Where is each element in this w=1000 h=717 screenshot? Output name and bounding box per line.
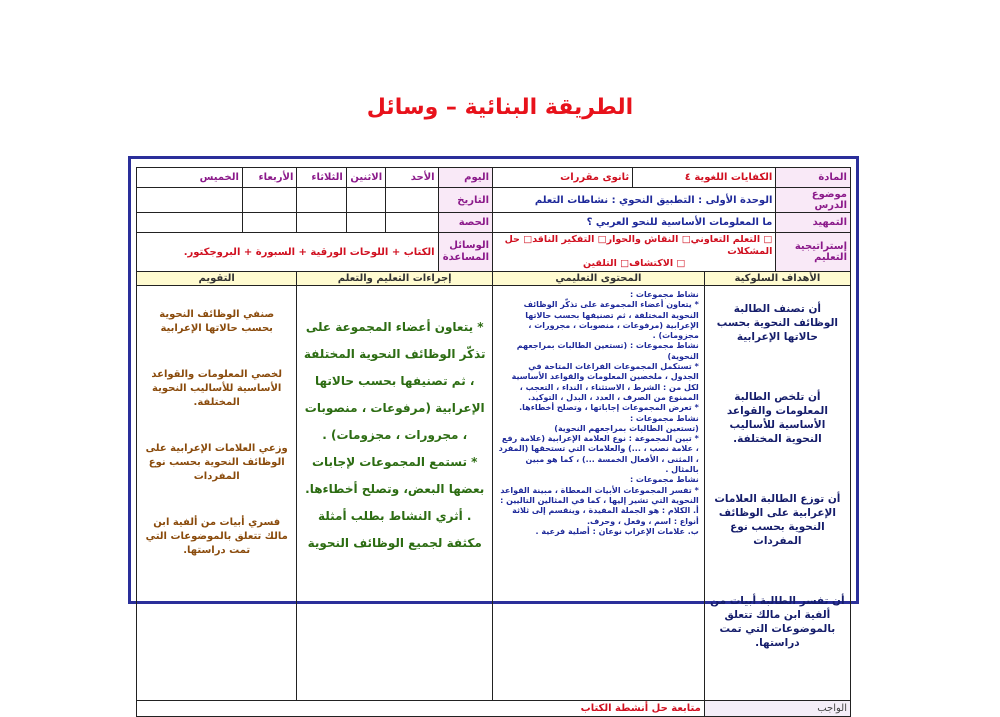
evaluation-item: لخصي المعلومات والقواعد الأساسية للأساليب النحوية المختلفة. [151,369,283,408]
content-line: ب. علامات الإعراب نوعان : أصلية فرعية . [535,526,699,536]
evaluation-cell [137,286,297,701]
intro-value: ما المعلومات الأساسية للنحو العربي ؟ [493,213,776,233]
content-line: * تبين المجموعة : نوع العلامة الإعرابية (علامة رفع ، علامة نصب ، ...) والعلامات التي تستحقها (المفرد ، المثنى ، الأفعال الخمسة ...) ، كما هو مبين بالمثال . [498,434,699,475]
grade-value: ثانوى مقررات [493,168,633,188]
content-line: * يتعاون أعضاء المجموعة على تذكّر الوظائف النحوية المختلفة ، ثم تصنيفها بحسب حالاتها الإعرابية (مرفوعات ، منصوبات ، مجرورات ، مجزومات) . [523,300,699,341]
aids-value: الكتاب + اللوحات الورقية + السبورة + البروجكتور. [137,233,439,272]
strategy-value [493,233,776,272]
date-cell-2 [346,188,385,213]
goal-item: أن تصنف الطالبة الوظائف النحوية بحسب حالاتها الإعرابية [716,303,839,343]
topic-value: الوحدة الأولى : التطبيق النحوي : نشاطات التعلم [493,188,776,213]
goal-item: أن توزع الطالبة العلامات الإعرابية على الوظائف النحوية بحسب نوع المفردات [714,493,841,547]
goals-cell [704,286,850,701]
period-cell-4 [242,213,296,233]
goal-item: أن تلخص الطالبة المعلومات والقواعد الأساسية للأساليب النحوية المختلفة. [726,391,828,445]
content-line: (تستعين الطالبات بمراجعهم النحوية) [554,423,699,433]
date-label: التاريخ [438,188,492,213]
homework-value: متابعة حل أنشطة الكتاب [137,701,705,717]
col-header-evaluation: التقويم [137,272,297,286]
day-wednesday: الأربعاء [242,168,296,188]
topic-label: موضوع الدرس [776,188,851,213]
period-cell-3 [297,213,346,233]
date-cell-3 [297,188,346,213]
strategy-label: إستراتيجية التعليم [776,233,851,272]
procedure-item: * يتعاون أعضاء المجموعة على تذكّر الوظائف النحوية المختلفة ، ثم تصنيفها بحسب حالاتها الإعرابية (مرفوعات ، منصوبات ، مجرورات ، مجزومات) . [303,320,486,442]
subject-value: الكفايات اللغوية ٤ [633,168,776,188]
intro-label: التمهيد [776,213,851,233]
content-line: أ. الكلام : هو الجملة المفيدة ، وينقسم إلى ثلاثة أنواع : اسم ، وفعل ، وحرف. [512,506,699,526]
aids-label: الوسائل المساعدة [438,233,492,272]
col-header-goals: الأهداف السلوكية [704,272,850,286]
date-cell-1 [386,188,438,213]
page-title: الطريقة البنائية – وسائل [366,95,634,120]
homework-label: الواجب [704,701,850,717]
period-cell-1 [386,213,438,233]
subject-label: المادة [776,168,851,188]
goal-item: أن تفسر الطالبة أبيات من ألفية ابن مالك تتعلق بالموضوعات التي تمت دراستها. [710,595,845,649]
content-line: نشاط مجموعات : [629,290,699,299]
content-cell [493,286,705,701]
content-line: نشاط مجموعات : [629,475,699,485]
content-line: نشاط مجموعات : [629,413,699,423]
evaluation-item: وزعي العلامات الإعرابية على الوظائف النحوية بحسب نوع المفردات [145,443,288,482]
date-cell-4 [242,188,296,213]
col-header-content: المحتوى التعليمي [493,272,705,286]
day-thursday: الخميس [137,168,243,188]
procedure-item: * تستمع المجموعات لإجابات بعضها البعض، وتصلح أخطاءها. [305,455,485,496]
lesson-plan-table [136,167,851,717]
col-header-procedures: إجراءات التعليم والتعلم [297,272,493,286]
content-line: * تعرض المجموعات إجاباتها ، وتصلح أخطاءها. [519,403,699,413]
evaluation-item: فسري أبيات من ألفية ابن مالك تتعلق بالموضوعات التي تمت دراستها. [145,517,288,556]
day-tuesday: الثلاثاء [297,168,346,188]
period-cell-5 [137,213,243,233]
procedure-item: . أثري النشاط بطلب أمثلة مكثفة لجميع الوظائف النحوية [307,509,482,550]
day-label: اليوم [438,168,492,188]
period-cell-2 [346,213,385,233]
strategy-line-1: □ التعلم التعاوني□ النقاش والحوار□ التفكير الناقد□ حل المشكلات [504,234,773,257]
procedures-cell [297,286,493,701]
content-line: * تستكمل المجموعات الفراغات المتاحة في الجدول ، ملخصين المعلومات والقواعد الأساسية لكل من : الشرط ، الاستثناء ، النداء ، التعجب ، الممنوع من الصرف ، العدد ، البدل ، التوكيد. [511,362,699,402]
content-line: * تفسر المجموعات الأبيات المعطاة ، مبينة القواعد النحوية التي تشير إليها ، كما في المثالين التاليين : [500,485,699,505]
strategy-line-2: □ الاكتشاف□ التلقين [582,258,686,269]
content-line: نشاط مجموعات : (تستعين الطالبات بمراجعهم النحوية) [516,341,699,361]
day-sunday: الأحد [386,168,438,188]
day-monday: الاثنين [346,168,385,188]
evaluation-item: صنفي الوظائف النحوية بحسب حالاتها الإعرابية [159,309,275,334]
period-label: الحصة [438,213,492,233]
date-cell-5 [137,188,243,213]
lesson-plan-frame [128,156,859,714]
